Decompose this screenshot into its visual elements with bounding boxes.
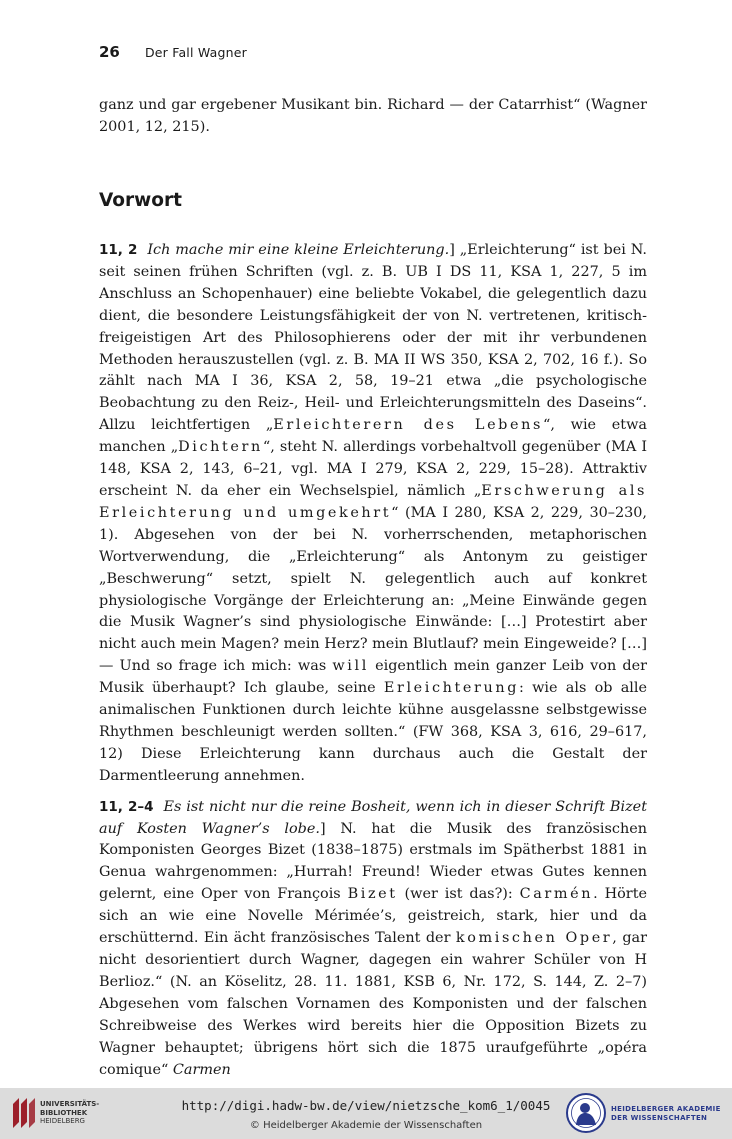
spaced-quote: will [332, 658, 369, 675]
academy-seal-icon [565, 1092, 607, 1134]
entry-text: , gar nicht desorientiert durch Wagner, dagegen ein wahrer Schüler von H Berlioz.“ (N. an Köselitz, 28. 11. 1881, KSB 6, Nr. 172, S. 144, Z. 2–7) Abgesehen vom falschen Vornamen des Komponisten und der falschen Schreibweise des Werkes wird bereits hier die Opposition Bizets zu Wagner behauptet; übrigens hört sich die 1875 uraufgeführte „opéra comique“ [99, 930, 647, 1078]
page-number: 26 [99, 43, 120, 61]
spaced-quote: Erschwerung als Erleichterung und umgekehrt [99, 482, 648, 521]
running-header [99, 42, 247, 61]
entry-text: ] „Erleichterung“ ist bei N. seit seinen frühen Schriften (vgl. z. B. UB I DS 11, KSA 1, 227, 5 im Anschluss an Schopenhauer) eine beliebte Vokabel, die gelegentlich dazu dient, die besondere Leistungsfähigkeit der von N. vertretenen, kritisch-freigeistigen Art des Philosophierens oder der mit ihr verbundenen Methoden herauszustellen (vgl. z. B. MA II WS 350, KSA 2, 702, 16 f.). So zählt nach MA I 36, KSA 2, 58, 19–21 etwa „die psychologische Beobachtung zu den Reiz-, Heil- und Erleichterungsmitteln des Daseins“. Allzu leichtfertigen „ [99, 242, 647, 434]
entry-text: ] N. hat die Musik des französischen Komponisten Georges Bizet (1838–1875) erstmals im Spätherbst 1881 in Genua wahrgenommen: „Hurrah! Freund! Wieder etwas Gutes kennen gelernt, eine Oper von François [99, 820, 648, 903]
section-heading: Vorwort [99, 190, 182, 211]
commentary-entry [99, 797, 647, 1082]
entry-text: (wer ist das?): [397, 886, 520, 903]
entry-text: “, steht N. allerdings vorbehaltvoll gegenüber (MA I 148, KSA 2, 143, 6–21, vgl. MA I 279, KSA 2, 229, 15–28). Attraktiv erscheint N. da eher ein Wechselspiel, nämlich „ [99, 439, 648, 499]
entry-text: eigentlich mein ganzer Leib von der Musik überhaupt? Ich glaube, seine [99, 658, 647, 697]
italic-title: Carmen [172, 1061, 231, 1078]
entry-text: “, wie etwa manchen „ [99, 417, 647, 456]
spaced-quote: Erleichterern des Lebens [273, 417, 543, 434]
academy-line: DER WISSENSCHAFTEN [611, 1114, 708, 1122]
lemma: Ich mache mir eine kleine Erleichterung. [147, 242, 450, 258]
spaced-quote: Carmén [519, 886, 594, 903]
academy-line: HEIDELBERGER AKADEMIE [611, 1105, 721, 1113]
page-url[interactable]: http://digi.hadw-bw.de/view/nietzsche_kom6_1/0045 [181, 1098, 551, 1113]
spaced-quote: komischen Oper [455, 930, 613, 947]
ub-line: HEIDELBERG [40, 1117, 85, 1125]
running-title: Der Fall Wagner [144, 45, 247, 60]
footer-bar [0, 1088, 732, 1139]
copyright-notice: © Heidelberger Akademie der Wissenschaften [249, 1120, 483, 1131]
commentary-entry [99, 240, 647, 788]
intro-text: ganz und gar ergebener Musikant bin. Richard — der Catarrhist“ (Wagner 2001, 12, 215). [99, 97, 647, 135]
lemma: Es ist nicht nur die reine Bosheit, wenn ich in dieser Schrift Bizet auf Kosten Wagner’s lobe. [99, 798, 647, 837]
spaced-quote: Erleichterung [383, 680, 520, 697]
line-reference: 11, 2–4 [99, 798, 154, 815]
line-reference: 11, 2 [99, 242, 138, 258]
commentary-body [99, 240, 647, 1081]
ub-line: BIBLIOTHEK [40, 1108, 88, 1117]
entry-text: : wie als ob alle animalischen Funktionen durch leichte kühne ausgelassne selbstgewisse Rhythmen beschleunigt werden sollten.“ (FW 368, KSA 3, 616, 29–617, 12) Diese Erleichterung kann durchaus auch die Gestalt der Darmentleerung annehmen. [99, 680, 647, 784]
spaced-quote: Bizet [347, 886, 398, 903]
ub-line: UNIVERSITÄTS- [40, 1100, 100, 1108]
intro-paragraph [99, 95, 647, 139]
spaced-quote: Dichtern [178, 439, 263, 456]
academy-name [611, 1105, 731, 1123]
entry-text: “ (MA I 280, KSA 2, 229, 30–230, 1). Abgesehen von der bei N. vorherrschenden, metaphorischen Wortverwendung, die „Erleichterung“ als Antonym zu geistiger „Beschwerung“ setzt, spielt N. gelegentlich auch auf konkret physiologische Vorgänge der Erleichterung an: „Meine Einwände gegen die Musik Wagner’s sind physiologische Einwände: […] Protestirt aber nicht auch mein Magen? mein Herz? mein Blutlauf? mein Eingeweide? […] — Und so frage ich mich: was [99, 504, 647, 675]
entry-text: . Hörte sich an wie eine Novelle Mérimée’s, geistreich, stark, hier und da erschütternd. Ein ächt französisches Talent der [99, 886, 647, 947]
